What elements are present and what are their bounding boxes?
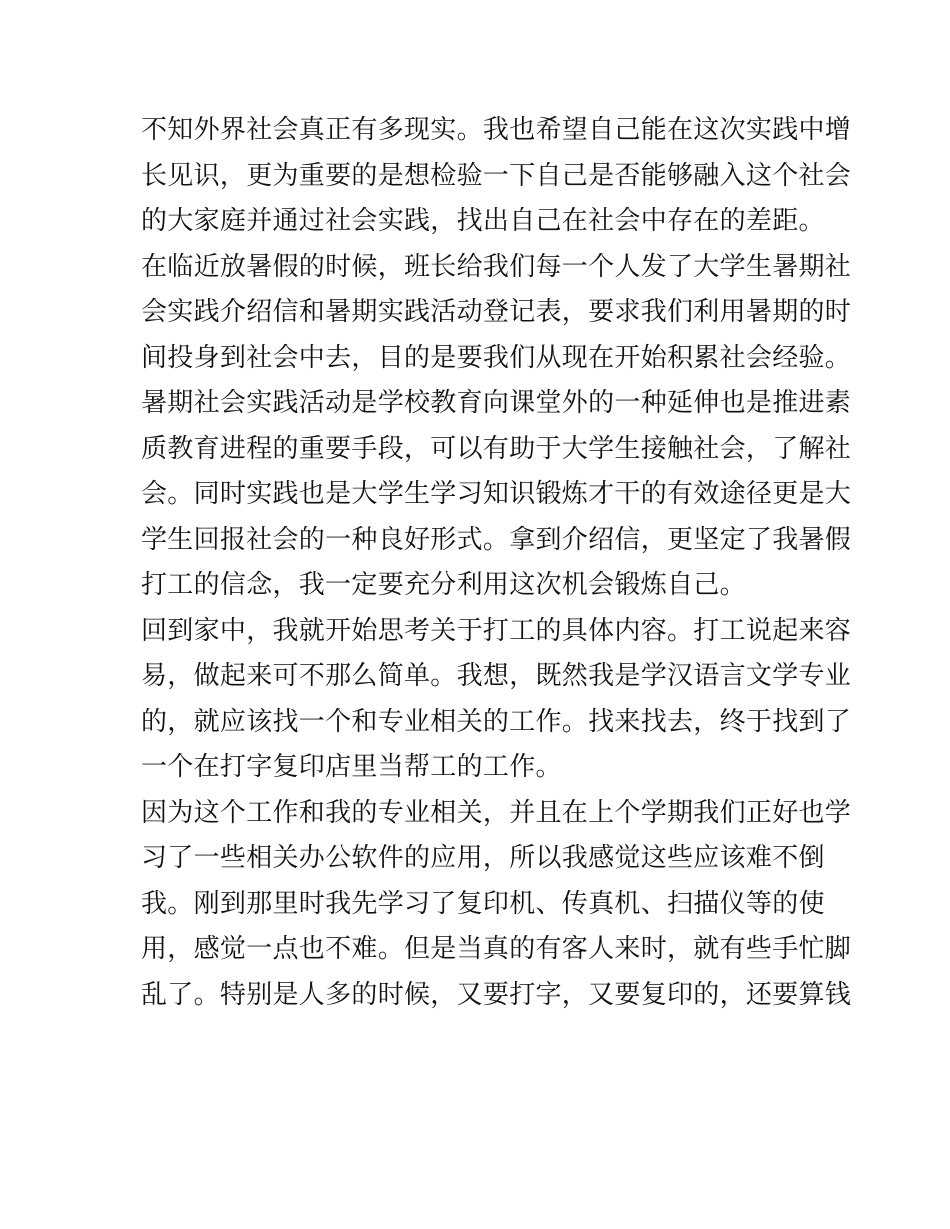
text-line: 会实践介绍信和暑期实践活动登记表，要求我们利用暑期的时	[141, 297, 852, 327]
text-line: 质教育进程的重要手段，可以有助于大学生接触社会，了解社	[141, 433, 852, 464]
text-line: 长见识，更为重要的是想检验一下自己是否能够融入这个社会	[141, 160, 852, 191]
text-line: 用，感觉一点也不难。但是当真的有客人来时，就有些手忙脚	[141, 934, 852, 964]
text-line: 学生回报社会的一种良好形式。拿到介绍信，更坚定了我暑假	[141, 524, 852, 555]
text-line: 暑期社会实践活动是学校教育向课堂外的一种延伸也是推进素	[141, 388, 852, 418]
text-line: 我。刚到那里时我先学习了复印机、传真机、扫描仪等的使	[141, 888, 825, 919]
text-line: 习了一些相关办公软件的应用，所以我感觉这些应该难不倒	[141, 843, 825, 873]
text-line: 在临近放暑假的时候，班长给我们每一个人发了大学生暑期社	[141, 251, 852, 282]
text-line: 的大家庭并通过社会实践，找出自己在社会中存在的差距。	[141, 206, 825, 236]
text-line: 一个在打字复印店里当帮工的工作。	[141, 752, 562, 782]
text-line: 乱了。特别是人多的时候，又要打字，又要复印的，还要算钱	[141, 979, 852, 1010]
text-line: 会。同时实践也是大学生学习知识锻炼才干的有效途径更是大	[141, 479, 852, 509]
text-line: 易，做起来可不那么简单。我想，既然我是学汉语言文学专业	[141, 661, 852, 691]
text-line: 回到家中，我就开始思考关于打工的具体内容。打工说起来容	[141, 615, 852, 646]
text-line: 间投身到社会中去，目的是要我们从现在开始积累社会经验。	[141, 342, 852, 373]
body-text	[141, 108, 852, 1018]
text-line: 不知外界社会真正有多现实。我也希望自己能在这次实践中增	[141, 115, 852, 145]
text-line: 的，就应该找一个和专业相关的工作。找来找去，终于找到了	[141, 706, 852, 737]
text-line: 打工的信念，我一定要充分利用这次机会锻炼自己。	[141, 570, 746, 600]
text-line: 因为这个工作和我的专业相关，并且在上个学期我们正好也学	[141, 797, 852, 828]
